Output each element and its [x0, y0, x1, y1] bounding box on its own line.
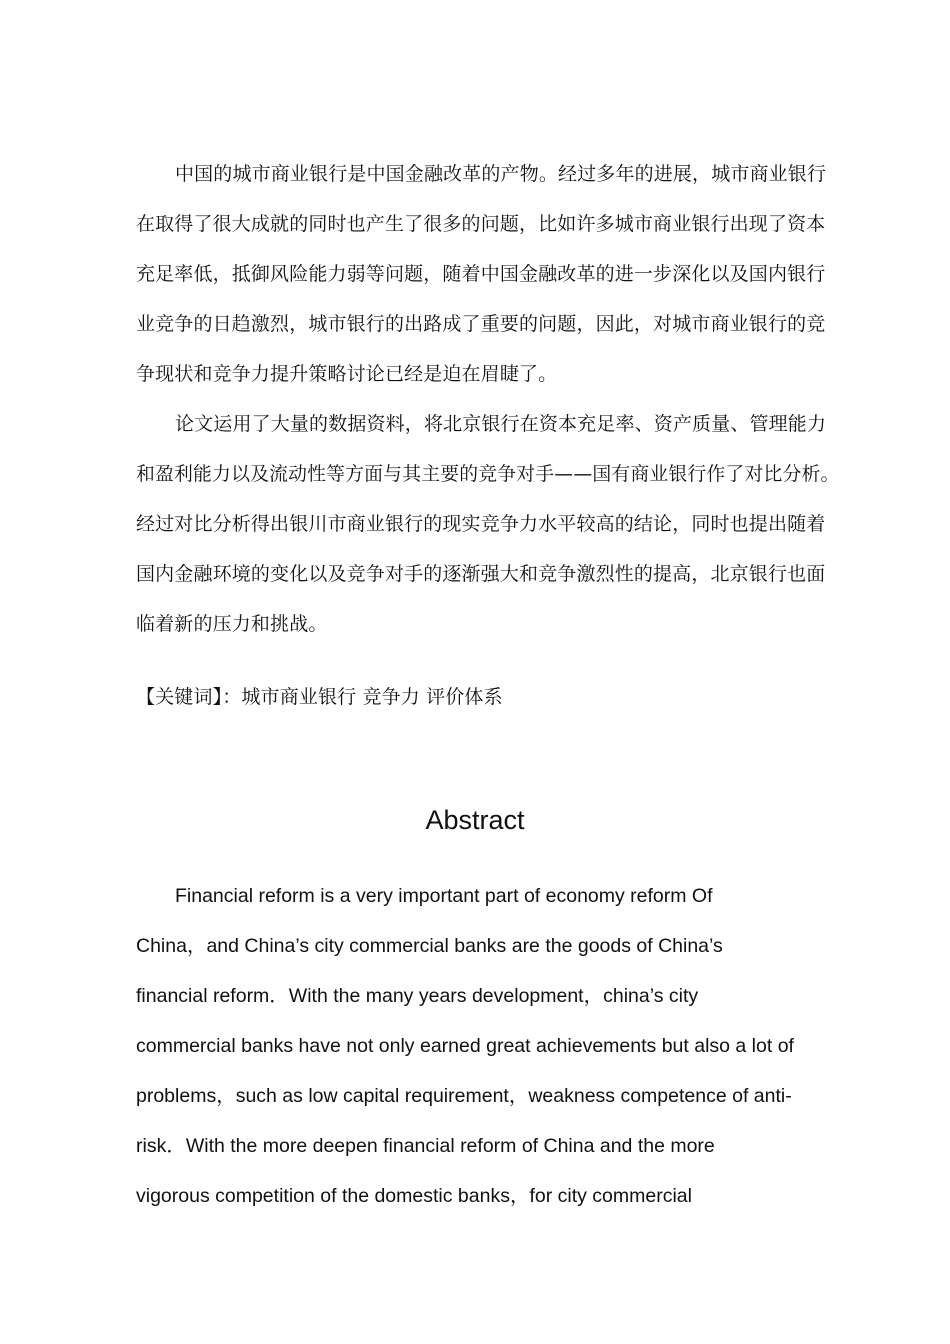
en-line5: problems，such as low capital requirement，weakness competence of anti-: [136, 1085, 792, 1107]
cn-para1-line5: 争现状和竞争力提升策略讨论已经是迫在眉睫了。: [136, 363, 558, 385]
cn-para1-line1: 中国的城市商业银行是中国金融改革的产物。经过多年的进展，城市商业银行: [175, 163, 827, 185]
keywords-line: 【关键词】：城市商业银行 竞争力 评价体系: [136, 686, 503, 708]
en-line1: Financial reform is a very important part of economy reform Of: [175, 885, 713, 907]
cn-para1-line4: 业竞争的日趋激烈，城市银行的出路成了重要的问题，因此，对城市商业银行的竞: [136, 313, 826, 335]
abstract-heading: Abstract: [425, 805, 525, 835]
cn-para2-line3: 经过对比分析得出银川市商业银行的现实竞争力水平较高的结论，同时也提出随着: [136, 513, 826, 535]
cn-para2-line5: 临着新的压力和挑战。: [136, 613, 328, 635]
en-line6: risk．With the more deepen financial reform of China and the more: [136, 1135, 715, 1157]
cn-para2-line1: 论文运用了大量的数据资料，将北京银行在资本充足率、资产质量、管理能力: [175, 413, 827, 435]
en-line3: financial reform．With the many years development，china’s city: [136, 985, 699, 1007]
cn-para1-line2: 在取得了很大成就的同时也产生了很多的问题，比如许多城市商业银行出现了资本: [136, 213, 826, 235]
en-line7: vigorous competition of the domestic banks，for city commercial: [136, 1185, 692, 1207]
en-line4: commercial banks have not only earned great achievements but also a lot of: [136, 1035, 794, 1057]
cn-para2-line4: 国内金融环境的变化以及竞争对手的逐渐强大和竞争激烈性的提高，北京银行也面: [136, 563, 826, 585]
cn-para1-line3: 充足率低，抵御风险能力弱等问题，随着中国金融改革的进一步深化以及国内银行: [136, 263, 826, 285]
en-line2: China，and China’s city commercial banks are the goods of China’s: [136, 935, 723, 957]
cn-para2-line2: 和盈利能力以及流动性等方面与其主要的竞争对手——国有商业银行作了对比分析。: [136, 463, 840, 485]
